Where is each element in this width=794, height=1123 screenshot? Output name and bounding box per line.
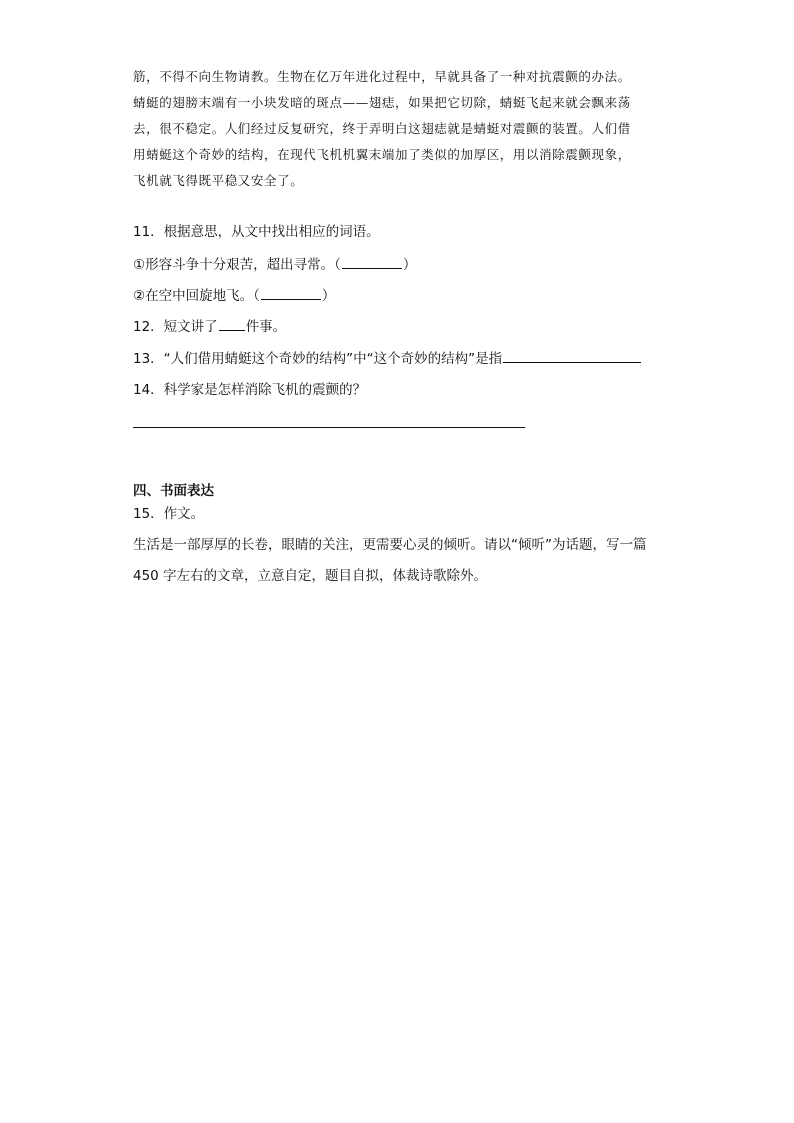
- passage-line: 用蜻蜓这个奇妙的结构，在现代飞机机翼末端加了类似的加厚区，用以消除震颤现象，: [133, 147, 631, 162]
- question-13-text: 13．“人们借用蜻蜓这个奇妙的结构”中“这个奇妙的结构”是指: [133, 351, 503, 367]
- answer-blank-13[interactable]: [503, 348, 641, 363]
- reading-passage: [133, 64, 673, 194]
- essay-prompt-line-2: 450 字左右的文章，立意自定，题目自拟，体裁诗歌除外。: [133, 568, 488, 584]
- answer-line-14[interactable]: [133, 427, 525, 428]
- question-11-part-1: [133, 254, 416, 275]
- question-11-part-1-text: ①形容斗争十分艰苦，超出寻常。（: [133, 257, 341, 273]
- question-11-part-2-close: ）: [321, 288, 336, 304]
- question-12-after: 件事。: [245, 319, 287, 335]
- answer-blank-11-1[interactable]: [342, 254, 402, 269]
- question-12: [133, 316, 286, 337]
- passage-line: 去，很不稳定。人们经过反复研究，终于弄明白这翅痣就是蜻蜓对震颤的装置。人们借: [133, 121, 631, 136]
- answer-blank-12[interactable]: [219, 316, 245, 331]
- question-11-part-2: [133, 285, 335, 306]
- question-11-part-2-text: ②在空中回旋地飞。（: [133, 288, 260, 304]
- question-13: [133, 348, 642, 369]
- passage-line: 飞机就飞得既平稳又安全了。: [133, 173, 304, 188]
- question-11-stem: 11．根据意思，从文中找出相应的词语。: [133, 224, 380, 240]
- answer-blank-11-2[interactable]: [261, 285, 321, 300]
- passage-line: 蜻蜓的翅膀末端有一小块发暗的斑点——翅痣，如果把它切除，蜻蜓飞起来就会飘来荡: [133, 95, 631, 110]
- section-4-title: 四、书面表达: [133, 483, 214, 499]
- question-12-before: 12．短文讲了: [133, 319, 218, 335]
- passage-line: 筋，不得不向生物请教。生物在亿万年进化过程中，早就具备了一种对抗震颤的办法。: [133, 69, 631, 84]
- essay-prompt-line-1: 生活是一部厚厚的长卷，眼睛的关注，更需要心灵的倾听。请以“倾听”为话题，写一篇: [133, 537, 647, 553]
- question-15-label: 15．作文。: [133, 506, 205, 522]
- question-14: 14．科学家是怎样消除飞机的震颤的？: [133, 382, 367, 398]
- question-11-part-1-close: ）: [402, 257, 417, 273]
